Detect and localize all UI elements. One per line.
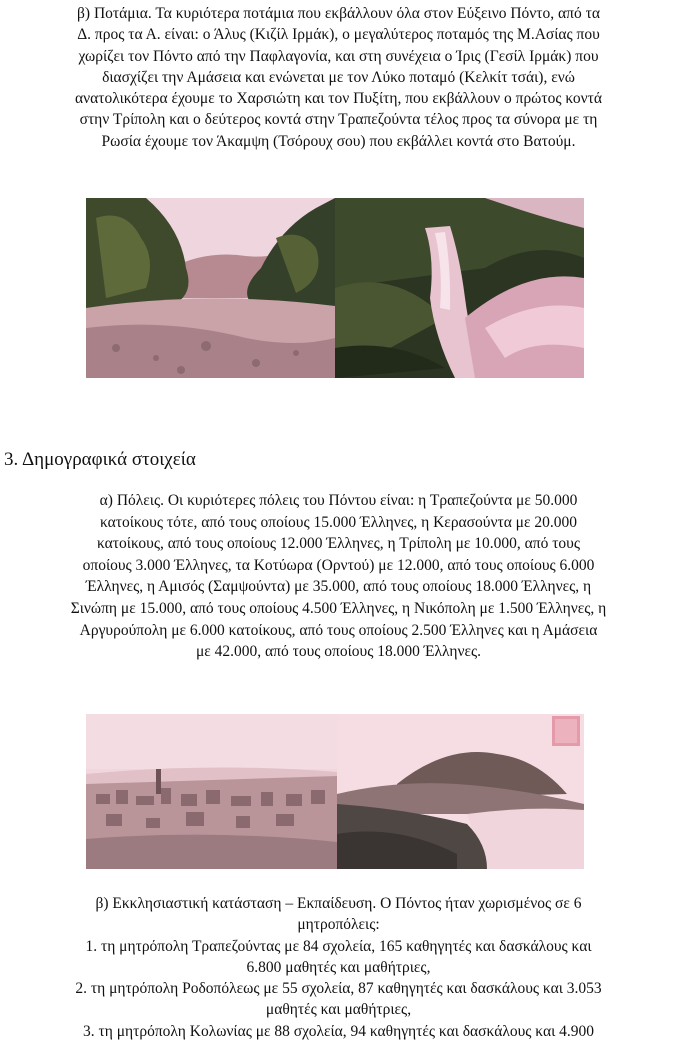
text-line: 2. τη μητρόπολη Ροδοπόλεως με 55 σχολεία, 87 καθηγητές και δασκάλους και 3.053 [75, 980, 602, 998]
text-line: Σινώπη με 15.000, από τους οποίους 4.500 Έλληνες, η Νικόπολη με 1.500 Έλληνες, η [70, 599, 607, 617]
text-line: χωρίζει τον Πόντο από την Παφλαγονία, και στη συνέχεια ο Ίρις (Γεσίλ Ιρμάκ) που [78, 47, 599, 65]
text-line: ανατολικότερα έχουμε το Χαρσιώτη και τον Πυξίτη, που εκβάλλουν ο πρώτος κοντά [75, 90, 602, 108]
text-line: β) Ποτάμια. Τα κυριότερα ποτάμια που εκβάλλουν όλα στον Εύξεινο Πόντο, από τα [77, 5, 600, 22]
text-line: κατοίκους, από τους οποίους 12.000 Έλληνες, η Τρίπολη με 10.000, από τους [97, 535, 580, 553]
section-heading: 3. Δημογραφικά στοιχεία [4, 449, 196, 470]
text-line: Αργυρούπολη με 6.000 κατοίκους, από τους οποίους 2.500 Έλληνες και η Αμάσεια [79, 621, 598, 639]
coast-postcard-photo [337, 714, 584, 869]
text-line: α) Πόλεις. Οι κυριότερες πόλεις του Πόντου είναι: η Τραπεζούντα με 50.000 [99, 492, 578, 509]
text-line: στην Τρίπολη και ο δεύτερος κοντά στην Τραπεζούντα τέλος προς τα σύνορα με τη [79, 111, 598, 129]
text-line: οποίους 3.000 Έλληνες, τα Κοτύωρα (Ορντού) με 12.000, από τους οποίους 6.000 [82, 556, 595, 574]
text-line: με 42.000, από τους οποίους 18.000 Έλληνες. [195, 643, 482, 661]
cities-paragraph [0, 490, 677, 663]
waterfall-photo [335, 198, 584, 378]
text-line: μητροπόλεις: [297, 916, 380, 934]
text-line: Δ. προς τα Α. είναι: ο Άλυς (Κιζίλ Ιρμάκ), ο μεγαλύτερος ποταμός της Μ.Ασίας που [77, 26, 600, 44]
text-line: Έλληνες, η Αμισός (Σαμψούντα) με 35.000, από τους οποίους 18.000 Έλληνες, η [85, 578, 592, 596]
text-line: μαθητές και μαθήτριες, [265, 1001, 412, 1019]
text-line: 3. τη μητρόπολη Κολωνίας με 88 σχολεία, 94 καθηγητές και δασκάλους και 4.900 [82, 1022, 594, 1040]
text-line: β) Εκκλησιαστική κατάσταση – Εκπαίδευση. Ο Πόντος ήταν χωρισμένος σε 6 [95, 895, 582, 912]
text-line: κατοίκους τότε, από τους οποίους 15.000 Έλληνες, η Κερασούντα με 20.000 [99, 513, 578, 531]
text-line: 1. τη μητρόπολη Τραπεζούντας με 84 σχολεία, 165 καθηγητές και δασκάλους και [85, 937, 592, 955]
river-photo [86, 198, 335, 378]
city-postcard-photo [86, 714, 337, 869]
church-education-paragraph [0, 893, 677, 1042]
text-line: 6.800 μαθητές και μαθήτριες, [246, 958, 431, 976]
text-line: διασχίζει την Αμάσεια και ενώνεται με τον Λύκο ποταμό (Κελκίτ τσάι), ενώ [102, 68, 575, 86]
text-line: Ρωσία έχουμε τον Άκαμψη (Τσόρουχ σου) που εκβάλλει κοντά στο Βατούμ. [101, 132, 576, 150]
rivers-paragraph [0, 3, 677, 152]
